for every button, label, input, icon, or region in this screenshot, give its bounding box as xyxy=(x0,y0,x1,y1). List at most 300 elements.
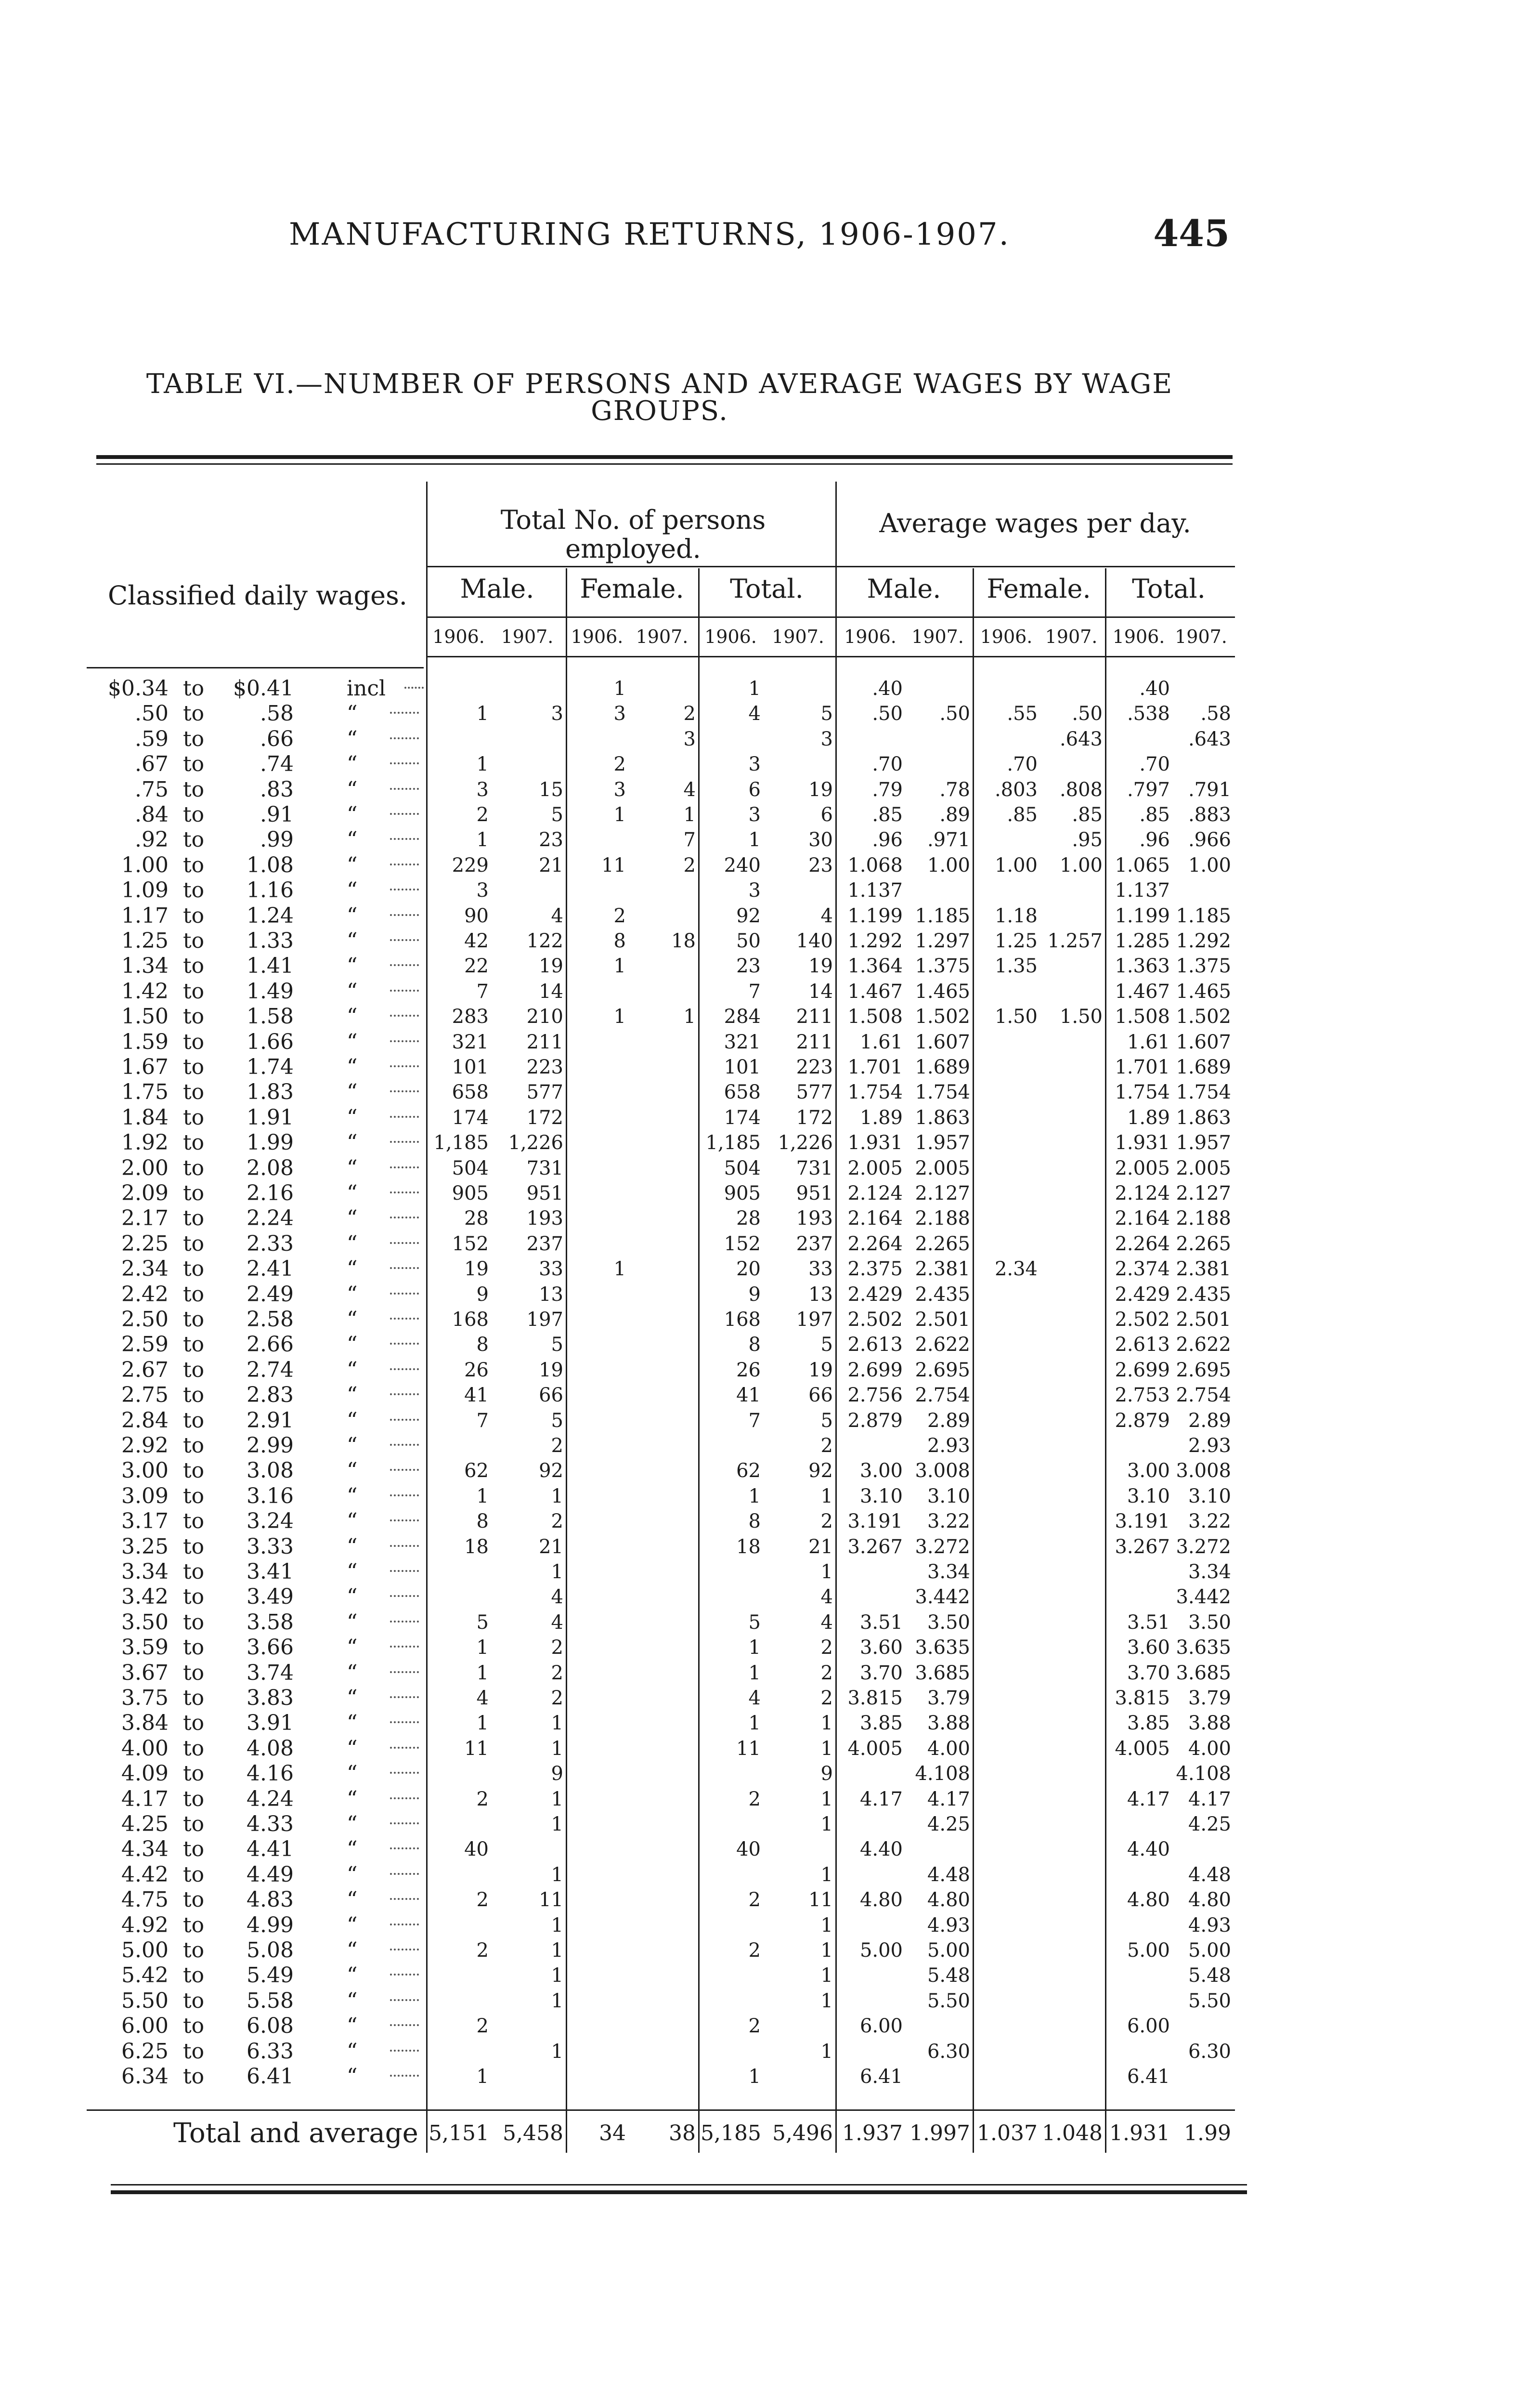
cell-wages-female-1907: .50 xyxy=(1072,703,1103,725)
cell-persons-total-1907: 33 xyxy=(808,1258,833,1281)
dot-leader xyxy=(390,1570,419,1572)
cell-wages-total-1906: 6.00 xyxy=(1127,2015,1170,2038)
table-row xyxy=(0,1307,1533,1332)
wage-suffix: “ xyxy=(347,2064,358,2089)
cell-wages-total-1906: 1.285 xyxy=(1115,930,1170,952)
dot-leader xyxy=(390,1141,419,1143)
cell-persons-male-1907: 2 xyxy=(551,1662,563,1684)
dot-leader xyxy=(390,1267,419,1269)
wage-to-word: to xyxy=(183,1483,205,1508)
cell-persons-male-1907: 122 xyxy=(526,930,563,952)
wage-suffix: “ xyxy=(347,1963,358,1988)
wage-suffix: “ xyxy=(347,1711,358,1736)
wage-to-word: to xyxy=(183,1357,205,1382)
cell-wages-male-1906: 4.80 xyxy=(859,1889,903,1911)
cell-wages-male-1907: 1.607 xyxy=(915,1031,970,1053)
cell-persons-male-1906: 658 xyxy=(452,1081,489,1104)
dot-leader xyxy=(390,1393,419,1395)
cell-wages-female-1907: 1.50 xyxy=(1059,1006,1103,1028)
cell-wages-male-1907: 3.272 xyxy=(915,1535,970,1558)
wage-to-word: to xyxy=(183,802,205,827)
year-header-wages-female-1907: 1907. xyxy=(1045,626,1098,647)
wage-from: 1.50 xyxy=(121,1004,169,1029)
cell-wages-total-1907: 2.381 xyxy=(1176,1258,1231,1281)
wage-to: 3.41 xyxy=(247,1559,294,1584)
cell-wages-male-1907: 2.005 xyxy=(915,1157,970,1179)
cell-wages-female-1907: .85 xyxy=(1072,804,1103,826)
table-row xyxy=(0,1080,1533,1105)
cell-persons-female-1906: 1 xyxy=(613,804,626,826)
cell-persons-male-1906: 41 xyxy=(464,1384,489,1407)
cell-persons-total-1907: 577 xyxy=(796,1081,833,1104)
dot-leader xyxy=(390,1368,419,1370)
cell-persons-total-1907: 1 xyxy=(820,1788,833,1810)
cell-wages-female-1906: .803 xyxy=(994,778,1038,801)
cell-wages-male-1907: 1.863 xyxy=(915,1106,970,1129)
cell-persons-total-1907: 21 xyxy=(808,1535,833,1558)
cell-persons-total-1906: 504 xyxy=(724,1157,761,1179)
cell-persons-male-1907: 4 xyxy=(551,904,563,927)
cell-persons-total-1906: 3 xyxy=(748,879,761,902)
cell-persons-male-1907: 1 xyxy=(551,2040,563,2063)
cell-persons-male-1906: 283 xyxy=(452,1006,489,1028)
cell-persons-male-1906: 3 xyxy=(476,778,489,801)
cell-persons-total-1907: 66 xyxy=(808,1384,833,1407)
cell-persons-female-1907: 18 xyxy=(671,930,696,952)
cell-persons-male-1907: 3 xyxy=(551,703,563,725)
wage-suffix: “ xyxy=(347,1635,358,1660)
cell-persons-male-1907: 23 xyxy=(539,829,563,851)
table-row xyxy=(0,1358,1533,1383)
cell-wages-total-1907: 1.689 xyxy=(1176,1056,1231,1078)
cell-wages-total-1907: 4.108 xyxy=(1176,1763,1231,1785)
wage-to: 3.16 xyxy=(247,1483,294,1508)
wage-to: 1.33 xyxy=(247,929,294,953)
table-row xyxy=(0,929,1533,954)
cell-wages-total-1906: .96 xyxy=(1139,829,1170,851)
cell-persons-total-1906: 6 xyxy=(748,778,761,801)
cell-persons-total-1906: 4 xyxy=(748,703,761,725)
cell-persons-male-1907: 21 xyxy=(539,1535,563,1558)
cell-wages-male-1906: 1.754 xyxy=(847,1081,903,1104)
wage-suffix: “ xyxy=(347,752,358,777)
wage-suffix: “ xyxy=(347,878,358,903)
cell-wages-total-1907: 1.863 xyxy=(1176,1106,1231,1129)
wage-to: 1.49 xyxy=(247,979,294,1004)
cell-persons-male-1907: 33 xyxy=(539,1258,563,1281)
cell-persons-total-1907: 211 xyxy=(796,1031,833,1053)
cell-persons-total-1907: 92 xyxy=(808,1460,833,1482)
cell-persons-male-1907: 1 xyxy=(551,1712,563,1735)
year-header-wages-total-1906: 1906. xyxy=(1112,626,1165,647)
wage-to-word: to xyxy=(183,1660,205,1685)
table-row xyxy=(0,1989,1533,2014)
wage-suffix: “ xyxy=(347,1837,358,1862)
total-persons-female-1907: 38 xyxy=(669,2121,696,2146)
wage-suffix: “ xyxy=(347,2014,358,2039)
wage-from: 3.75 xyxy=(121,1686,169,1710)
wage-from: 2.17 xyxy=(121,1206,169,1231)
cell-wages-female-1907: .95 xyxy=(1072,829,1103,851)
wage-from: 4.00 xyxy=(121,1736,169,1761)
dot-leader xyxy=(390,1318,419,1320)
cell-persons-total-1906: 1 xyxy=(748,1712,761,1735)
cell-wages-total-1906: 3.00 xyxy=(1127,1460,1170,1482)
dot-leader xyxy=(390,1293,419,1295)
cell-wages-male-1906: 3.85 xyxy=(859,1712,903,1735)
table-row xyxy=(0,1206,1533,1231)
cell-wages-male-1906: .50 xyxy=(872,703,903,725)
table-row xyxy=(0,827,1533,852)
cell-wages-total-1906: 1.137 xyxy=(1115,879,1170,902)
dot-leader xyxy=(390,1444,419,1446)
cell-wages-male-1906: 2.264 xyxy=(847,1232,903,1255)
cell-wages-male-1906: 2.429 xyxy=(847,1283,903,1306)
table-row xyxy=(0,1509,1533,1534)
wage-suffix: “ xyxy=(347,726,358,751)
dot-leader xyxy=(390,1847,419,1849)
wage-to-word: to xyxy=(183,1988,205,2013)
wage-to: 4.08 xyxy=(247,1736,294,1761)
cell-persons-male-1907: 2 xyxy=(551,1687,563,1709)
dot-leader xyxy=(390,1166,419,1168)
cell-persons-total-1906: 2 xyxy=(748,1788,761,1810)
cell-persons-male-1906: 4 xyxy=(476,1687,489,1709)
table-row xyxy=(0,1862,1533,1887)
cell-wages-male-1907: .89 xyxy=(939,804,970,826)
cell-persons-total-1907: 2 xyxy=(820,1510,833,1533)
cell-wages-male-1907: 4.80 xyxy=(927,1889,970,1911)
cell-persons-male-1906: 40 xyxy=(464,1838,489,1861)
wage-suffix: “ xyxy=(347,1408,358,1433)
wage-from: 3.00 xyxy=(121,1458,169,1483)
cell-persons-total-1907: 1,226 xyxy=(778,1132,833,1154)
dot-leader xyxy=(390,737,419,739)
cell-wages-total-1907: 3.79 xyxy=(1188,1687,1231,1709)
cell-persons-male-1906: 168 xyxy=(452,1309,489,1331)
wage-to: 1.74 xyxy=(247,1055,294,1079)
dot-leader xyxy=(390,762,419,764)
cell-wages-male-1907: 3.79 xyxy=(927,1687,970,1709)
wage-to: 3.49 xyxy=(247,1584,294,1610)
cell-wages-total-1907: 5.48 xyxy=(1188,1964,1231,1987)
cell-wages-total-1907: 5.50 xyxy=(1188,1989,1231,2012)
cell-wages-total-1906: 2.005 xyxy=(1115,1157,1170,1179)
wage-suffix: “ xyxy=(347,1761,358,1786)
dot-leader xyxy=(390,1621,419,1623)
table-row xyxy=(0,1938,1533,1963)
table-row xyxy=(0,1887,1533,1912)
wage-to: 2.16 xyxy=(247,1181,294,1205)
cell-wages-male-1907: .50 xyxy=(939,703,970,725)
cell-persons-total-1907: 3 xyxy=(820,728,833,750)
cell-wages-total-1907: 2.622 xyxy=(1176,1334,1231,1356)
cell-wages-male-1906: 2.375 xyxy=(847,1258,903,1281)
cell-persons-total-1906: 1 xyxy=(748,2066,761,2088)
cell-persons-total-1907: 19 xyxy=(808,955,833,978)
table-row xyxy=(0,1105,1533,1130)
wage-to: 1.08 xyxy=(247,852,294,877)
table-row xyxy=(0,1030,1533,1055)
cell-wages-total-1906: 3.10 xyxy=(1127,1485,1170,1507)
table-row xyxy=(0,1761,1533,1786)
cell-persons-total-1907: 5 xyxy=(820,703,833,725)
cell-wages-total-1907: 1.754 xyxy=(1176,1081,1231,1104)
table-row xyxy=(0,903,1533,929)
wage-from: 3.50 xyxy=(121,1610,169,1635)
wage-to: 2.58 xyxy=(247,1307,294,1332)
header-bottom-rule xyxy=(426,656,1235,657)
table-row xyxy=(0,1913,1533,1938)
table-row xyxy=(0,727,1533,752)
cell-persons-total-1907: 140 xyxy=(796,930,833,952)
cell-wages-female-1906: 1.18 xyxy=(994,904,1038,927)
wage-to-word: to xyxy=(183,2014,205,2039)
cell-wages-total-1907: 2.188 xyxy=(1176,1207,1231,1230)
cell-persons-total-1907: 5 xyxy=(820,1409,833,1432)
cell-persons-male-1907: 5 xyxy=(551,1334,563,1356)
dot-leader xyxy=(390,1646,419,1648)
table-row xyxy=(0,1837,1533,1862)
cell-wages-male-1907: 5.50 xyxy=(927,1989,970,2012)
cell-persons-male-1906: 8 xyxy=(476,1334,489,1356)
wage-to: 4.41 xyxy=(247,1837,294,1862)
cell-persons-total-1906: 1 xyxy=(748,829,761,851)
total-persons-female-1906: 34 xyxy=(599,2121,626,2146)
subheader-female-persons: Female. xyxy=(580,574,684,604)
wage-to: 5.08 xyxy=(247,1938,294,1963)
wage-to: 6.41 xyxy=(247,2064,294,2089)
dot-leader xyxy=(390,1040,419,1042)
wage-to: 2.99 xyxy=(247,1433,294,1458)
dot-leader xyxy=(390,1242,419,1244)
dot-leader xyxy=(390,2075,419,2077)
cell-persons-total-1907: 2 xyxy=(820,1636,833,1659)
cell-wages-total-1907: 3.685 xyxy=(1176,1662,1231,1684)
wage-suffix: “ xyxy=(347,1256,358,1282)
cell-wages-male-1907: 2.754 xyxy=(915,1384,970,1407)
cell-persons-total-1907: 30 xyxy=(808,829,833,851)
wage-to-word: to xyxy=(183,1029,205,1054)
wage-suffix: “ xyxy=(347,1610,358,1635)
cell-wages-male-1906: 2.124 xyxy=(847,1182,903,1204)
wage-to: 3.33 xyxy=(247,1534,294,1559)
cell-wages-male-1906: 1.508 xyxy=(847,1006,903,1028)
cell-wages-female-1906: .55 xyxy=(1007,703,1038,725)
wage-to-word: to xyxy=(183,1912,205,1937)
cell-persons-male-1907: 19 xyxy=(539,1359,563,1381)
cell-wages-total-1906: 3.70 xyxy=(1127,1662,1170,1684)
subheader-total-persons: Total. xyxy=(730,574,804,604)
cell-wages-total-1907: 2.265 xyxy=(1176,1232,1231,1255)
cell-persons-male-1906: 1 xyxy=(476,2066,489,2088)
cell-persons-total-1907: 2 xyxy=(820,1662,833,1684)
cell-persons-male-1907: 951 xyxy=(526,1182,563,1204)
cell-persons-male-1907: 1 xyxy=(551,1737,563,1760)
wage-to: 4.83 xyxy=(247,1887,294,1912)
wage-to-word: to xyxy=(183,1282,205,1307)
wage-to: .74 xyxy=(260,752,294,777)
cell-wages-male-1907: 2.93 xyxy=(927,1435,970,1457)
dot-leader xyxy=(390,1419,419,1421)
year-header-persons-male-1907: 1907. xyxy=(501,626,554,647)
cell-wages-total-1907: 4.00 xyxy=(1188,1737,1231,1760)
table-row xyxy=(0,1383,1533,1408)
group-header-persons: Total No. of persons employed. xyxy=(500,505,766,564)
cell-persons-total-1906: 8 xyxy=(748,1510,761,1533)
wage-from: 5.00 xyxy=(121,1938,169,1963)
cell-persons-total-1907: 6 xyxy=(820,804,833,826)
table-row xyxy=(0,1661,1533,1686)
cell-persons-male-1907: 1 xyxy=(551,1863,563,1886)
cell-persons-female-1907: 7 xyxy=(683,829,696,851)
wage-to: 4.99 xyxy=(247,1912,294,1937)
wage-to-word: to xyxy=(183,1408,205,1433)
year-header-persons-female-1907: 1907. xyxy=(636,626,689,647)
cell-persons-total-1907: 172 xyxy=(796,1106,833,1129)
cell-persons-total-1906: 1 xyxy=(748,1662,761,1684)
wage-to: .58 xyxy=(260,701,294,726)
cell-persons-male-1907: 21 xyxy=(539,854,563,877)
wage-to-word: to xyxy=(183,1105,205,1130)
cell-wages-male-1907: 3.442 xyxy=(915,1586,970,1609)
wage-to: 4.33 xyxy=(247,1812,294,1836)
wage-suffix: “ xyxy=(347,1660,358,1685)
cell-persons-male-1907: 1,226 xyxy=(508,1132,563,1154)
cell-wages-male-1906: 6.00 xyxy=(859,2015,903,2038)
cell-wages-total-1907: 3.008 xyxy=(1176,1460,1231,1482)
cell-wages-total-1907: 3.272 xyxy=(1176,1535,1231,1558)
dot-leader xyxy=(390,1217,419,1218)
wage-from: .59 xyxy=(135,726,169,751)
cell-persons-total-1906: 5 xyxy=(748,1611,761,1634)
wage-to-word: to xyxy=(183,1458,205,1483)
cell-persons-total-1907: 1 xyxy=(820,1939,833,1962)
dot-leader xyxy=(390,2024,419,2026)
cell-wages-total-1906: 4.005 xyxy=(1115,1737,1170,1760)
wage-to-word: to xyxy=(183,676,205,701)
table-row xyxy=(0,1130,1533,1155)
wage-to: 1.58 xyxy=(247,1004,294,1029)
cell-wages-male-1907: 4.48 xyxy=(927,1863,970,1886)
wage-suffix: “ xyxy=(347,1181,358,1205)
wage-to: 1.83 xyxy=(247,1080,294,1105)
dot-leader xyxy=(390,712,419,714)
cell-persons-male-1906: 1 xyxy=(476,1662,489,1684)
cell-wages-total-1907: 3.50 xyxy=(1188,1611,1231,1634)
cell-persons-male-1907: 5 xyxy=(551,804,563,826)
wage-from: 1.09 xyxy=(121,878,169,903)
cell-persons-total-1907: 1 xyxy=(820,1813,833,1835)
wage-to-word: to xyxy=(183,1837,205,1862)
dot-leader xyxy=(390,939,419,941)
dot-leader xyxy=(390,1116,419,1118)
wage-to: 3.24 xyxy=(247,1509,294,1534)
cell-persons-total-1906: 3 xyxy=(748,804,761,826)
wage-to-word: to xyxy=(183,1862,205,1887)
table-title-line-2: GROUPS. xyxy=(591,395,728,427)
wage-to-word: to xyxy=(183,1433,205,1458)
cell-persons-male-1906: 174 xyxy=(452,1106,489,1129)
wage-from: 6.00 xyxy=(121,2014,169,2039)
table-row xyxy=(0,1711,1533,1736)
cell-persons-male-1906: 26 xyxy=(464,1359,489,1381)
wage-to: .83 xyxy=(260,777,294,802)
wage-suffix: “ xyxy=(347,1155,358,1180)
cell-wages-male-1907: 2.501 xyxy=(915,1309,970,1331)
wage-from: 3.34 xyxy=(121,1559,169,1584)
cell-wages-male-1907: 2.265 xyxy=(915,1232,970,1255)
year-header-wages-female-1906: 1906. xyxy=(980,626,1033,647)
cell-wages-total-1907: .791 xyxy=(1188,778,1231,801)
dot-leader xyxy=(390,864,419,865)
cell-wages-male-1906: .79 xyxy=(872,778,903,801)
table-row xyxy=(0,1282,1533,1307)
cell-persons-male-1906: 1 xyxy=(476,1712,489,1735)
wage-from: 5.42 xyxy=(121,1963,169,1988)
wage-to: 2.49 xyxy=(247,1282,294,1307)
wage-to-word: to xyxy=(183,1584,205,1610)
cell-wages-total-1907: 6.30 xyxy=(1188,2040,1231,2063)
cell-persons-male-1906: 905 xyxy=(452,1182,489,1204)
cell-wages-male-1906: 6.41 xyxy=(859,2066,903,2088)
table-title-line-1: TABLE VI.—NUMBER OF PERSONS AND AVERAGE WAGES BY WAGE xyxy=(146,368,1173,400)
dot-leader xyxy=(390,1090,419,1092)
total-top-rule xyxy=(87,2109,1235,2111)
cell-wages-male-1907: 4.25 xyxy=(927,1813,970,1835)
table-row xyxy=(0,701,1533,726)
page-header xyxy=(0,212,1533,260)
cell-wages-male-1907: 2.381 xyxy=(915,1258,970,1281)
wage-from: .84 xyxy=(135,802,169,827)
dot-leader xyxy=(390,1999,419,2001)
cell-persons-male-1907: 1 xyxy=(551,1561,563,1583)
cell-wages-male-1907: 1.754 xyxy=(915,1081,970,1104)
cell-persons-male-1906: 1 xyxy=(476,829,489,851)
wage-to-word: to xyxy=(183,1938,205,1963)
cell-wages-male-1906: 3.51 xyxy=(859,1611,903,1634)
cell-persons-male-1906: 3 xyxy=(476,879,489,902)
wage-to-word: to xyxy=(183,903,205,928)
cell-persons-total-1907: 731 xyxy=(796,1157,833,1179)
cell-persons-male-1907: 237 xyxy=(526,1232,563,1255)
cell-wages-male-1906: 3.191 xyxy=(847,1510,903,1533)
cell-persons-male-1907: 1 xyxy=(551,1813,563,1835)
cell-wages-total-1907: 2.754 xyxy=(1176,1384,1231,1407)
wage-to-word: to xyxy=(183,726,205,751)
wage-to: 1.99 xyxy=(247,1130,294,1155)
total-persons-total-1906: 5,185 xyxy=(701,2121,761,2146)
cell-persons-female-1906: 1 xyxy=(613,955,626,978)
page-number: 445 xyxy=(1153,212,1230,255)
cell-persons-female-1906: 1 xyxy=(613,1006,626,1028)
cell-wages-total-1907: 1.502 xyxy=(1176,1006,1231,1028)
cell-wages-total-1906: .40 xyxy=(1139,678,1170,700)
cell-persons-male-1906: 5 xyxy=(476,1611,489,1634)
wage-suffix: “ xyxy=(347,701,358,726)
cell-wages-male-1906: .70 xyxy=(872,753,903,776)
cell-persons-total-1907: 19 xyxy=(808,778,833,801)
table-row xyxy=(0,1181,1533,1206)
cell-wages-male-1907: 3.34 xyxy=(927,1561,970,1583)
cell-persons-male-1906: 1 xyxy=(476,753,489,776)
dot-leader xyxy=(390,1671,419,1673)
cell-wages-total-1906: 1.199 xyxy=(1115,904,1170,927)
cell-wages-total-1907: .883 xyxy=(1188,804,1231,826)
cell-wages-female-1906: .85 xyxy=(1007,804,1038,826)
cell-persons-male-1907: 4 xyxy=(551,1611,563,1634)
table-row xyxy=(0,2014,1533,2039)
